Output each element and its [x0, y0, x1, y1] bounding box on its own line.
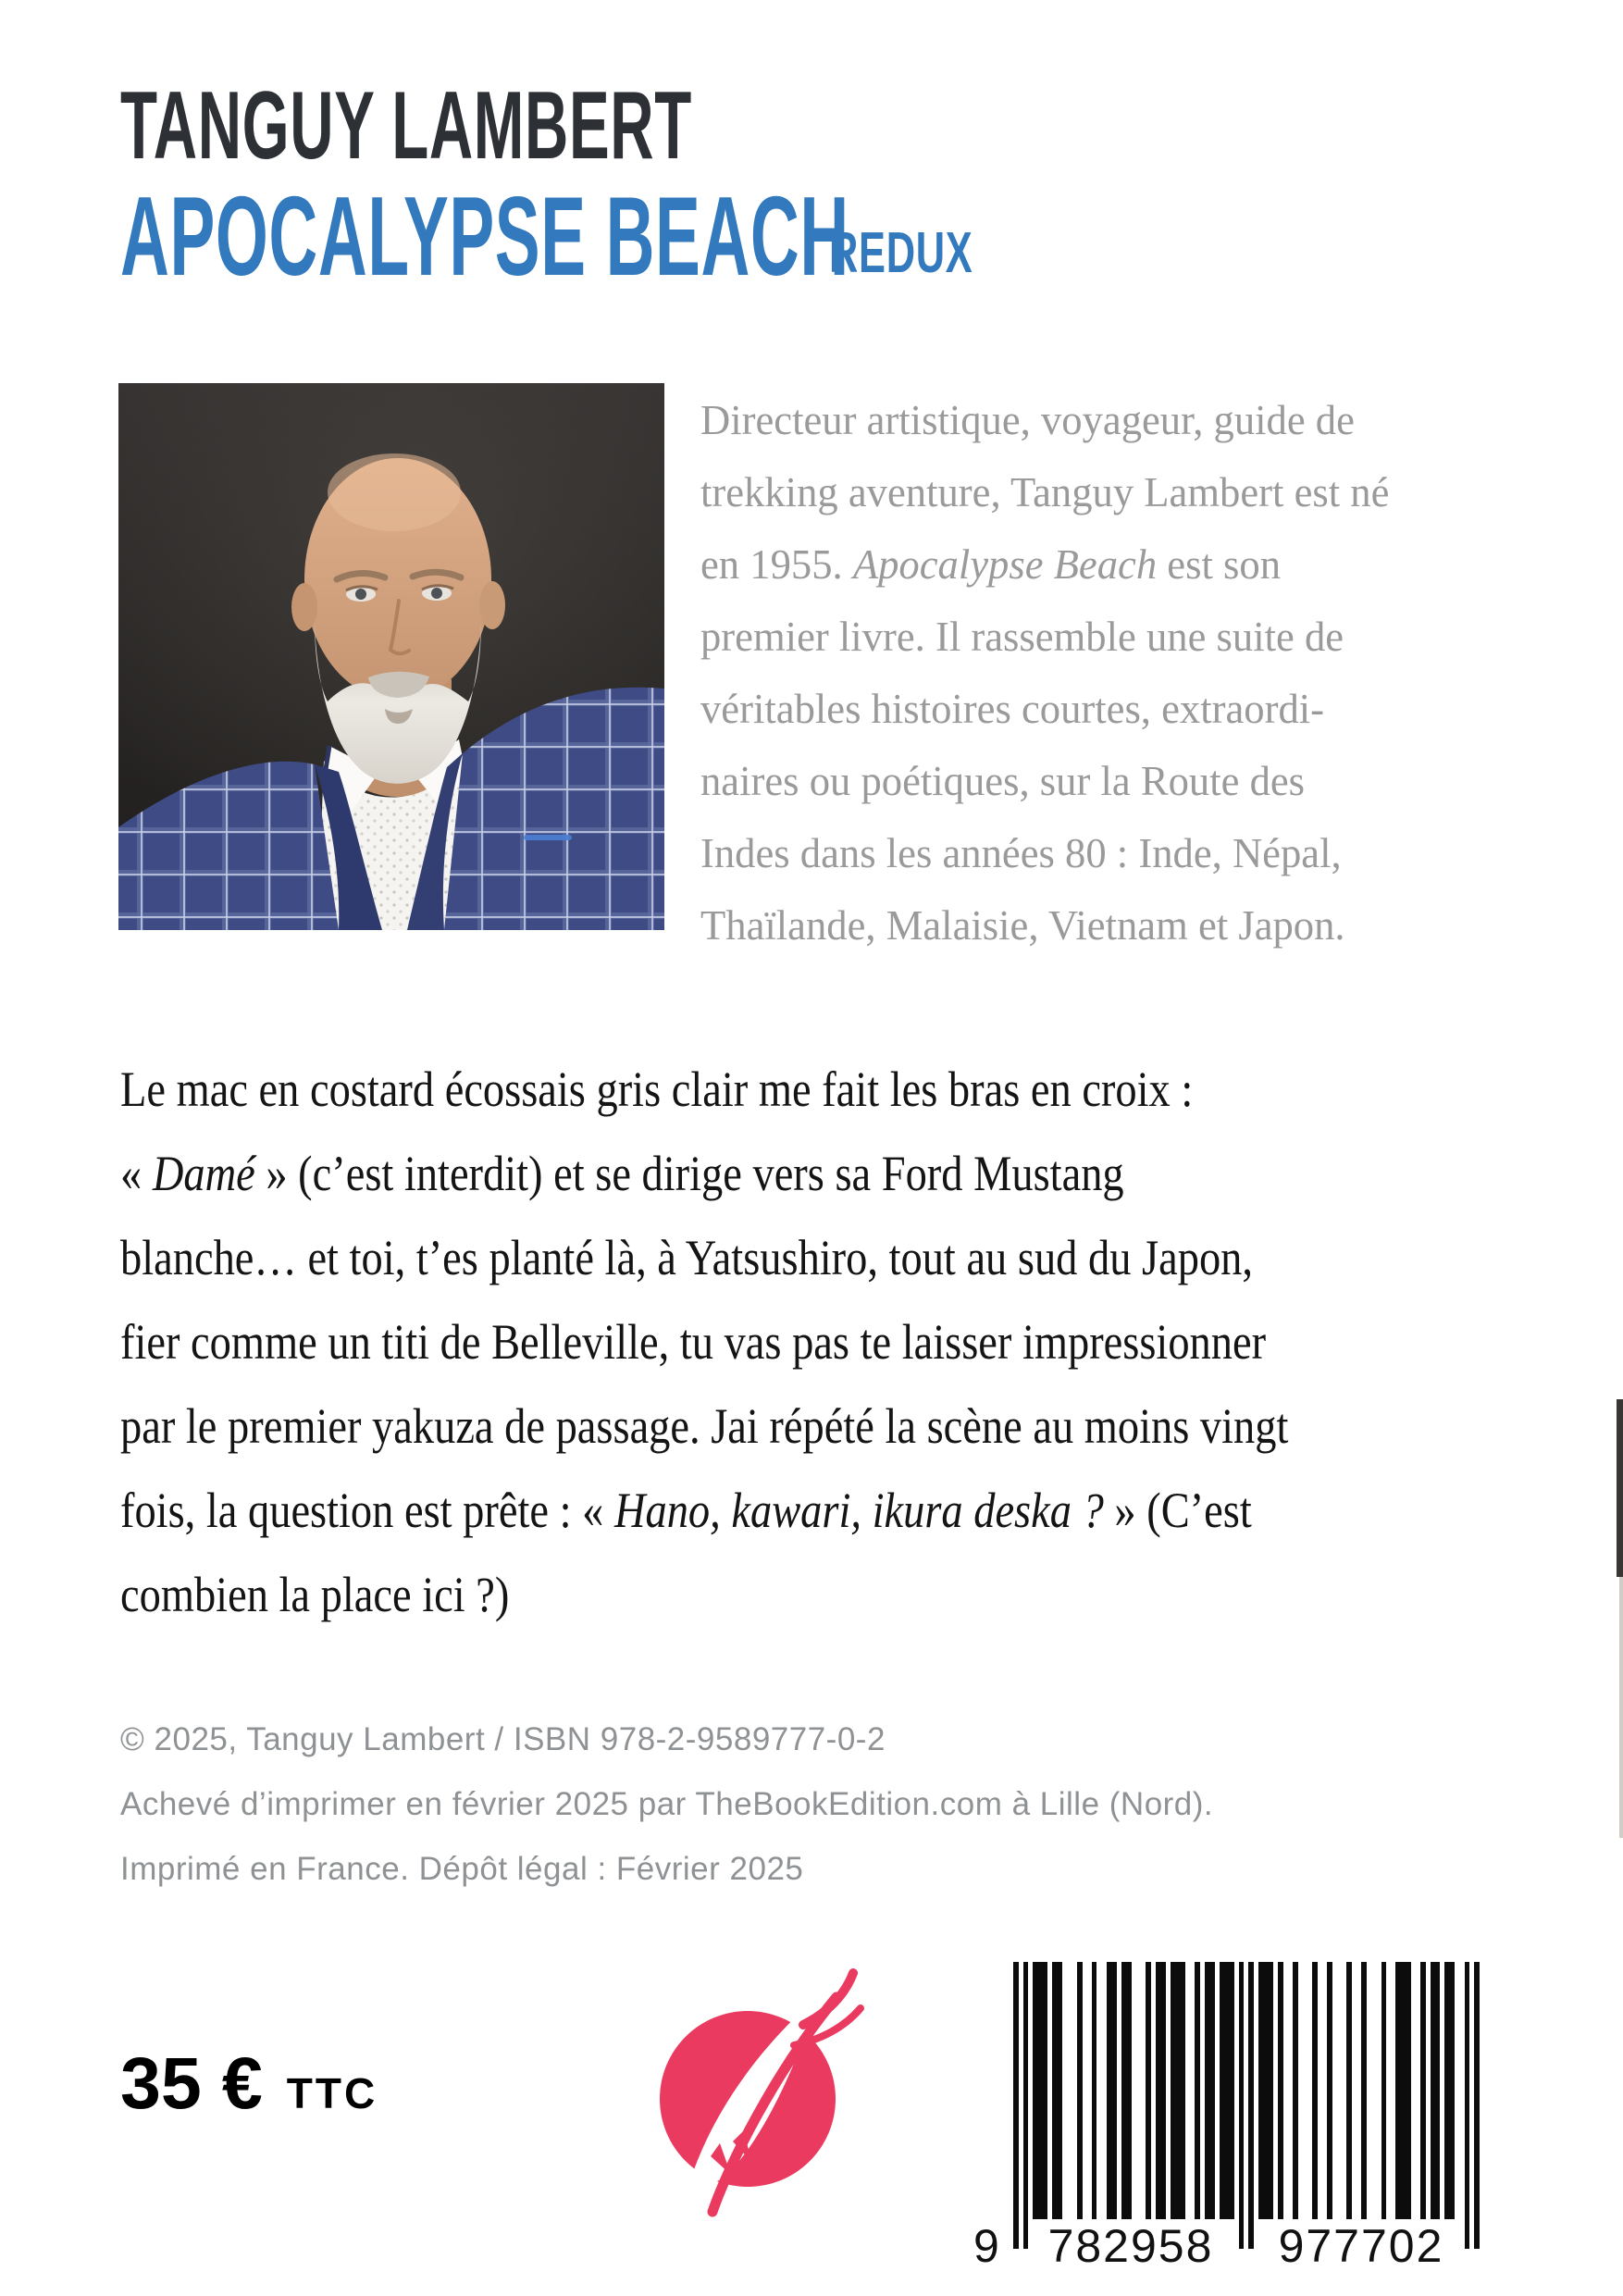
imprint-block [120, 1707, 1213, 1902]
feather-logo-icon [655, 1960, 877, 2219]
printer-line: Achevé d’imprimer en février 2025 par TheBookEdition.com à Lille (Nord). [120, 1786, 1214, 1822]
price-label [120, 2043, 378, 2124]
text-line: par le premier yakuza de passage. Jai répété la scène au moins vingt [120, 1398, 1289, 1454]
text-line: fier comme un titi de Belleville, tu vas pas te laisser impressionner [120, 1314, 1267, 1370]
barcode-bar [1180, 1962, 1185, 2219]
price-suffix: TTC [286, 2069, 378, 2117]
eye-left [355, 589, 366, 600]
barcode-bar [1450, 1962, 1456, 2219]
barcode-bar [1312, 1962, 1318, 2219]
copyright-isbn-line: © 2025, Tanguy Lambert / ISBN 978-2-9589777-0-2 [120, 1721, 886, 1757]
author-portrait-illustration [118, 383, 664, 930]
eye-right [431, 588, 442, 599]
text-line: en 1955. Apocalypse Beach est son [700, 540, 1281, 588]
barcode-bar [1209, 1962, 1215, 2219]
book-title: APOCALYPSE BEACH [120, 173, 849, 299]
barcode-digits-group1: 782958 [1047, 2220, 1214, 2272]
barcode-bar [1043, 1962, 1048, 2219]
barcode-bar [1361, 1962, 1367, 2219]
text-line: trekking aventure, Tanguy Lambert est né [700, 468, 1390, 515]
barcode-bar [1239, 1962, 1245, 2249]
barcode-bar [1293, 1962, 1298, 2219]
barcode-bar [1435, 1962, 1441, 2219]
text-line: « Damé » (c’est interdit) et se dirige vers sa Ford Mustang [120, 1146, 1124, 1201]
legal-deposit-line: Imprimé en France. Dépôt légal : Février 2025 [120, 1851, 804, 1887]
barcode-bar [1126, 1962, 1132, 2219]
text-line: premier livre. Il rassemble une suite de [700, 613, 1344, 660]
text-line: Directeur artistique, voyageur, guide de [700, 396, 1355, 443]
barcode-bar [1381, 1962, 1387, 2219]
text-line: combien la place ici ?) [120, 1567, 510, 1622]
barcode-bar [1248, 1962, 1254, 2249]
barcode-bar [1278, 1962, 1283, 2219]
barcode-bar [1146, 1962, 1151, 2219]
barcode-digit-left: 9 [973, 2220, 1001, 2272]
page-edge-artifact [1617, 1399, 1623, 1577]
page-edge-artifact-faint [1619, 1577, 1623, 1838]
barcode-bar [1465, 1962, 1470, 2249]
author-photo [118, 383, 664, 930]
barcode-digits-group2: 977702 [1278, 2220, 1444, 2272]
pocket-square [524, 835, 572, 840]
text-line: blanche… et toi, t’es planté là, à Yatsushiro, tout au sud du Japon, [120, 1230, 1254, 1285]
book-excerpt [120, 1048, 1288, 1637]
text-line: Thaïlande, Malaisie, Vietnam et Japon. [700, 901, 1345, 949]
barcode-bar [1092, 1962, 1097, 2219]
barcode-bar [1058, 1962, 1063, 2219]
barcode-bar [1111, 1962, 1117, 2219]
price-amount: 35 € [120, 2042, 263, 2124]
barcode-bar [1269, 1962, 1274, 2219]
author-bio [700, 384, 1389, 962]
barcode-bar [1195, 1962, 1200, 2219]
barcode-bar [1160, 1962, 1166, 2219]
text-line: véritables histoires courtes, extraordi- [700, 685, 1325, 732]
barcode-bar [1420, 1962, 1426, 2219]
barcode-bar [1474, 1962, 1480, 2249]
author-name: TANGUY LAMBERT [120, 72, 692, 180]
barcode-bar [1327, 1962, 1332, 2219]
text-line: fois, la question est prête : « Hano, kawari, ikura deska ? » (C’est [120, 1483, 1252, 1538]
barcode-bar [1229, 1962, 1234, 2219]
barcode-bar [1013, 1962, 1019, 2249]
text-line: naires ou poétiques, sur la Route des [700, 757, 1306, 804]
book-title-suffix: REDUX [829, 221, 973, 285]
barcode-bar [1346, 1962, 1352, 2219]
barcode-bar [1406, 1962, 1411, 2219]
text-line: Le mac en costard écossais gris clair me fait les bras en croix : [120, 1061, 1194, 1117]
barcode-bar [1077, 1962, 1083, 2219]
publisher-logo [655, 1960, 877, 2219]
barcode-bar [1023, 1962, 1029, 2249]
text-line: Indes dans les années 80 : Inde, Népal, [700, 829, 1342, 876]
